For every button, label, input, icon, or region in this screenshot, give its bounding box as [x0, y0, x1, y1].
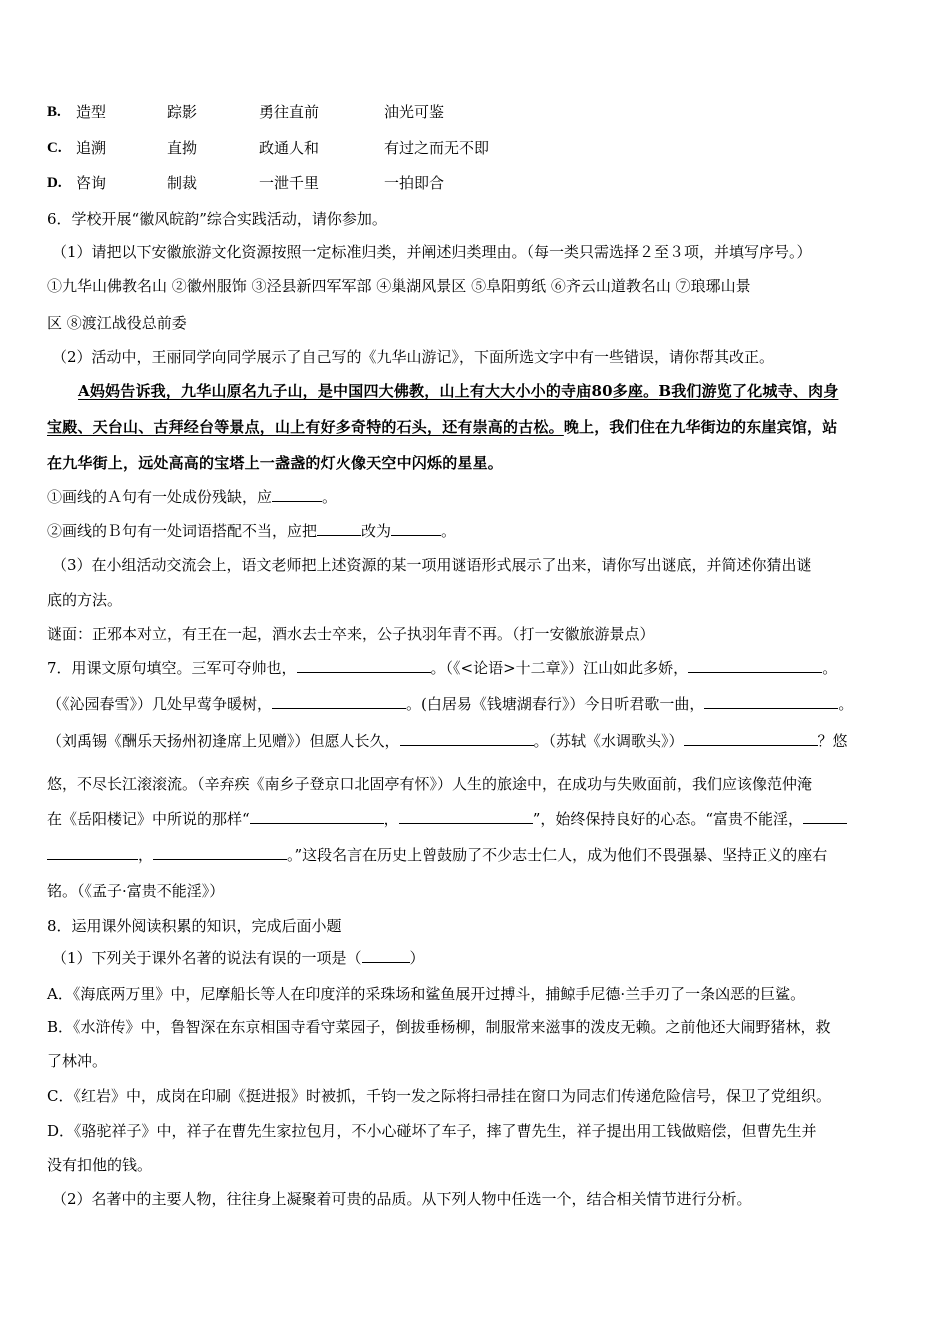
passage-line [47, 417, 837, 437]
option-word: 直拗 [167, 139, 198, 157]
option-label: B. [47, 104, 61, 120]
option-word: 追溯 [76, 139, 107, 157]
option-label: C. [47, 140, 62, 156]
passage-line: 在九华街上，远处高高的宝塔上一盏盏的灯火像天空中闪烁的星星。 [47, 454, 504, 472]
fix2-mid: 改为 [361, 522, 392, 540]
answer-blank[interactable] [399, 809, 533, 824]
underlined-sentence-a: A妈妈告诉我，九华山原名九子山，是中国四大佛教，山上有大大小小的寺庙80多座。 [78, 382, 659, 400]
q7-text: 。 [838, 695, 854, 713]
option-word: 造型 [76, 103, 107, 121]
q7-line2 [47, 694, 853, 714]
q7-text: （刘禹锡《酬乐天扬州初逢席上见赠》）但愿人长久， [47, 732, 400, 750]
answer-blank[interactable] [153, 845, 287, 860]
q8-title: 8．运用课外阅读积累的知识，完成后面小题 [47, 917, 342, 935]
q7-text: 。（《<论语>十二章》）江山如此多娇， [430, 659, 689, 677]
q6-fix1 [47, 487, 337, 507]
q6-resource-list: ①九华山佛教名山 ②徽州服饰 ③泾县新四军军部 ④巢湖风景区 ⑤阜阳剪纸 ⑥齐云山道教名山 ⑦琅琊山景 [47, 277, 751, 295]
answer-blank[interactable] [297, 658, 431, 673]
option-word: 踪影 [167, 103, 198, 121]
q6-part3-cont: 底的方法。 [47, 591, 123, 609]
q7-line7: 铭。（《孟子·富贵不能淫》） [47, 882, 225, 900]
q8-choice-b-cont: 了林冲。 [47, 1052, 108, 1070]
passage-line [78, 381, 838, 401]
option-label: D. [47, 175, 62, 191]
q7-text: 在《岳阳楼记》中所说的那样“ [47, 810, 250, 828]
q8-choice-d-cont: 没有扣他的钱。 [47, 1156, 153, 1174]
q8-choice-a: A．《海底两万里》中，尼摩船长等人在印度洋的采珠场和鲨鱼展开过搏斗，捕鲸手尼德·兰手刃了一条凶恶的巨鲨。 [47, 985, 806, 1003]
q8-text: （1）下列关于课外名著的说法有误的一项是（ [52, 949, 362, 967]
answer-blank[interactable] [803, 809, 847, 824]
answer-blank[interactable] [47, 845, 138, 860]
q7-line6 [47, 845, 827, 865]
q7-text: ”，始终保持良好的心态。“富贵不能淫， [532, 810, 804, 828]
q7-line5 [47, 809, 847, 829]
underlined-sentence-b-cont: 宝殿、天台山、古拜经台等景点，山上有好多奇特的石头，还有崇高的古松。 [47, 418, 564, 436]
q7-line1 [47, 658, 837, 678]
fix1-end: 。 [322, 488, 338, 506]
q7-line4: 悠，不尽长江滚滚流。（辛弃疾《南乡子登京口北固亭有怀》）人生的旅途中，在成功与失败面前，我们应该像范仲淹 [47, 775, 813, 793]
q6-resource-list-cont: 区 ⑧渡江战役总前委 [47, 314, 187, 332]
q7-line3 [47, 731, 848, 751]
q7-text: 。（苏轼《水调歌头》） [533, 732, 684, 750]
q6-riddle: 谜面：正邪本对立，有王在一起，酒水去士卒来，公子执羽年青不再。（打一安徽旅游景点） [47, 625, 655, 643]
q6-part3: （3）在小组活动交流会上，语文老师把上述资源的某一项用谜语形式展示了出来，请你写出谜底，并简述你猜出谜 [52, 556, 812, 574]
passage-text: 晚上，我们住在九华街边的东崖宾馆，站 [563, 418, 838, 436]
answer-blank[interactable] [272, 487, 322, 502]
q6-title: 6．学校开展“徽风皖韵”综合实践活动，请你参加。 [47, 210, 387, 228]
q8-choice-d: D．《骆驼祥子》中，祥子在曹先生家拉包月，不小心碰坏了车子，摔了曹先生，祥子提出用工钱做赔偿，但曹先生并 [47, 1122, 817, 1140]
answer-blank[interactable] [362, 948, 410, 963]
q7-text: ， [383, 810, 399, 828]
q7-text: 7．用课文原句填空。三军可夺帅也， [47, 659, 297, 677]
option-word: 咨询 [76, 174, 107, 192]
answer-blank[interactable] [684, 731, 818, 746]
q8-choice-b: B．《水浒传》中，鲁智深在东京相国寺看守菜园子，倒拔垂杨柳，制服常来滋事的泼皮无赖。之前他还大闹野猪林，救 [47, 1018, 831, 1036]
q8-choice-c: C．《红岩》中，成岗在印刷《挺进报》时被抓，千钧一发之际将扫帚挂在窗口为同志们传递危险信号，保卫了党组织。 [47, 1087, 831, 1105]
option-word: 一泄千里 [259, 174, 320, 192]
option-word: 勇往直前 [259, 103, 320, 121]
option-word: 一拍即合 [384, 174, 445, 192]
q6-part1: （1）请把以下安徽旅游文化资源按照一定标准归类，并阐述归类理由。（每一类只需选择２至３项，并填写序号。） [52, 243, 812, 261]
answer-blank[interactable] [317, 521, 361, 536]
answer-blank[interactable] [250, 809, 384, 824]
option-word: 有过之而无不即 [384, 139, 490, 157]
answer-blank[interactable] [391, 521, 441, 536]
option-word: 政通人和 [259, 139, 320, 157]
answer-blank[interactable] [400, 731, 534, 746]
q7-text: 。 [822, 659, 838, 677]
answer-blank[interactable] [272, 694, 406, 709]
fix2-end: 。 [441, 522, 457, 540]
option-word: 油光可鉴 [384, 103, 445, 121]
option-word: 制裁 [167, 174, 198, 192]
answer-blank[interactable] [688, 658, 822, 673]
fix2-text: ②画线的Ｂ句有一处词语搭配不当，应把 [47, 522, 318, 540]
q6-fix2 [47, 521, 456, 541]
q8-part2: （2）名著中的主要人物，往往身上凝聚着可贵的品质。从下列人物中任选一个，结合相关情节进行分析。 [52, 1190, 752, 1208]
fix1-text: ①画线的Ａ句有一处成份残缺，应 [47, 488, 273, 506]
q7-text: ， [138, 846, 154, 864]
q8-text: ） [409, 949, 425, 967]
q6-part2: （2）活动中，王丽同学向同学展示了自己写的《九华山游记》，下面所选文字中有一些错误，请你帮其改正。 [52, 348, 775, 366]
q7-text: 。”这段名言在历史上曾鼓励了不少志士仁人，成为他们不畏强暴、坚持正义的座右 [287, 846, 828, 864]
q8-part1 [52, 948, 425, 968]
q7-text: （《沁园春雪》）几处早莺争暖树， [47, 695, 273, 713]
underlined-sentence-b: B我们游览了化城寺、肉身 [658, 382, 839, 400]
q7-text: 。(白居易《钱塘湖春行》）今日听君歌一曲， [406, 695, 705, 713]
answer-blank[interactable] [704, 694, 838, 709]
q7-text: ？悠 [817, 732, 848, 750]
